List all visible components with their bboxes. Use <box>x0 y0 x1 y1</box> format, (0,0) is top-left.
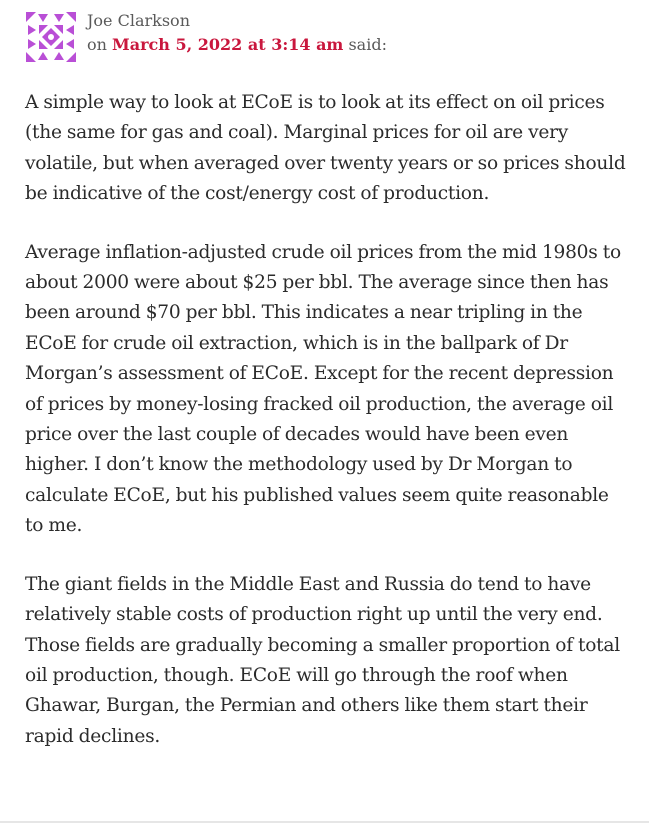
comment-paragraph-2: Average inflation-adjusted crude oil prices from the mid 1980s to about 2000 were about $25 per bbl. The average since then has been around $70 per bbl. This indicates a near tripling in the ECoE for crude oil extraction, which is in the ballpark of Dr Morgan’s assessment of ECoE. Except for the recent depression of prices by money-losing fracked oil production, the average oil price over the last couple of decades would have been even higher. I don’t know the methodology used by Dr Morgan to calculate ECoE, but his published values seem quite reasonable to me. <box>25 241 621 537</box>
comment-paragraph-1: A simple way to look at ECoE is to look at its effect on oil prices (the same for gas and coal). Marginal prices for oil are very volatile, but when averaged over twenty years or so prices should be indicative of the cost/energy cost of production. <box>25 92 626 205</box>
identicon-avatar-icon <box>26 12 76 62</box>
comment-paragraph-3: The giant fields in the Middle East and Russia do tend to have relatively stable costs of production right up until the very end. Those fields are gradually becoming a smaller proportion of total oil production, though. ECoE will go through the roof when Ghawar, Burgan, the Permian and others like them start their rapid declines. <box>25 573 620 747</box>
comment-meta <box>87 34 387 56</box>
comment-author[interactable]: Joe Clarkson <box>87 11 190 30</box>
comment-body <box>25 88 631 780</box>
date-suffix: said: <box>348 35 387 54</box>
date-prefix: on <box>87 35 107 54</box>
comment-date-link[interactable]: March 5, 2022 at 3:14 am <box>112 35 344 54</box>
